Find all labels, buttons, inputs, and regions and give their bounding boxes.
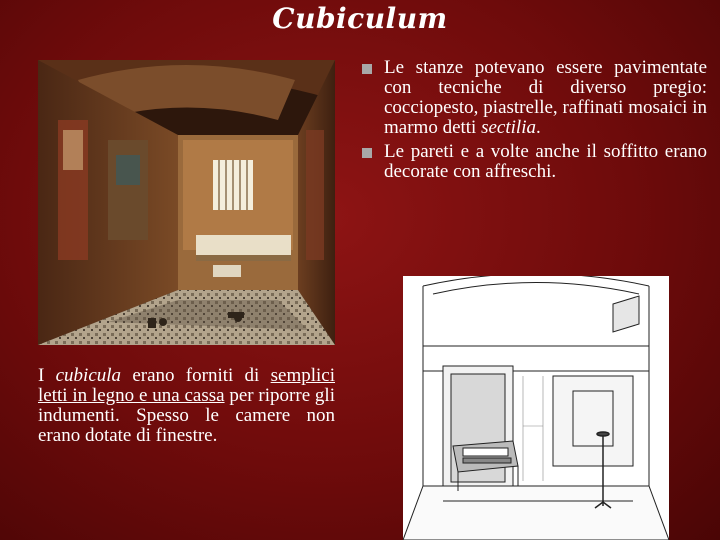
cubiculum-photo-illustration	[38, 60, 335, 345]
bullet-text: Le stanze potevano essere pavimentate con tecniche di diverso pregio: cocciopesto, piastrelle, raffinati mosaici in marmo detti	[384, 57, 707, 138]
cubiculum-photo	[38, 60, 335, 345]
caption-emphasis: cubicula	[55, 365, 122, 386]
square-bullet-icon	[362, 64, 372, 74]
caption-part: erano forniti di	[121, 365, 271, 386]
bullet-walls	[362, 142, 707, 182]
bullet-text-end: .	[535, 117, 541, 138]
cubiculum-drawing-illustration	[403, 276, 669, 540]
bullet-text: Le pareti e a volte anche il soffitto erano decorate con affreschi.	[384, 141, 707, 182]
photo-caption	[38, 366, 335, 446]
caption-part: I	[38, 365, 56, 386]
caption-part: per riporre gli indumenti. Spesso le camere non erano dotate di finestre.	[38, 385, 335, 446]
bullet-floors	[362, 58, 707, 138]
bullet-list	[362, 58, 707, 186]
square-bullet-icon	[362, 148, 372, 158]
bullet-emphasis: sectilia	[481, 117, 536, 138]
caption-underlined: semplici letti in legno e una cassa	[38, 365, 336, 406]
cubiculum-drawing	[403, 276, 669, 540]
slide-title: Cubiculum	[272, 2, 448, 35]
